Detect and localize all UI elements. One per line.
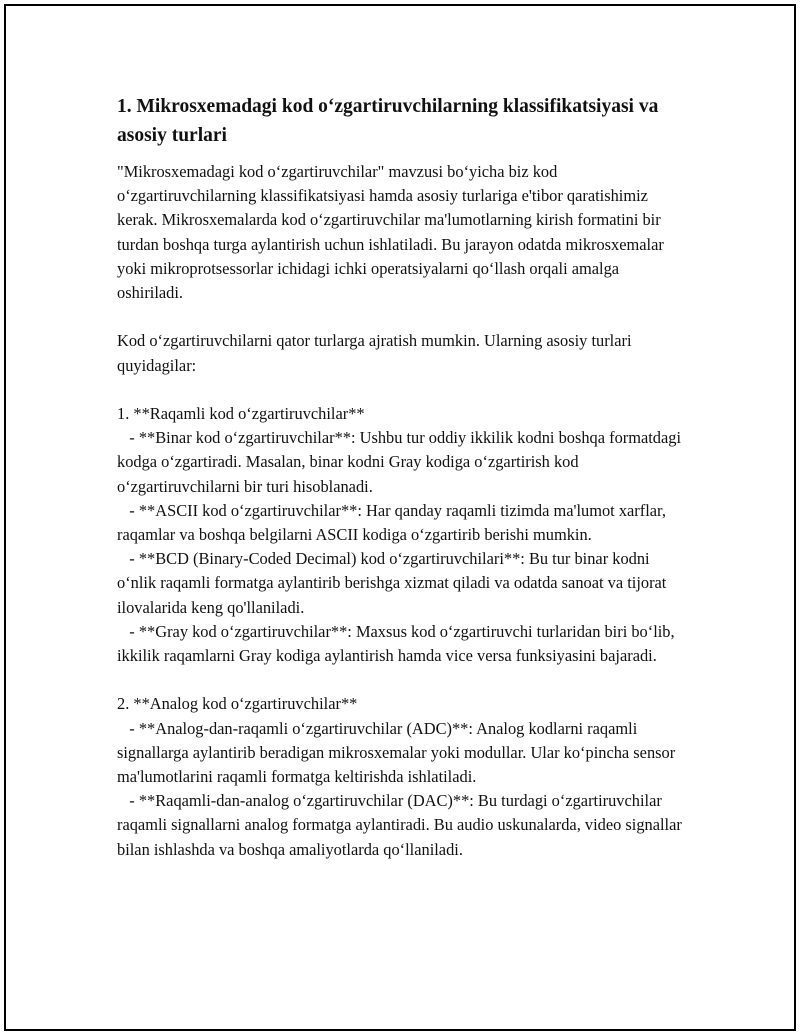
intro-paragraph: "Mikrosxemadagi kod o‘zgartiruvchilar" mavzusi bo‘yicha biz kod o‘zgartiruvchilarning klassifikatsiyasi hamda asosiy turlariga e'tibor qaratishimiz kerak. Mikrosxemalarda kod o‘zgartiruvchilar ma'lumotlarning kirish formatini bir turdan boshqa turga aylantirish uchun ishlatiladi. Bu jarayon odatda mikrosxemalar yoki mikroprotsessorlar ichidagi ichki operatsiyalarni qo‘llash orqali amalga oshiriladi. <box>117 162 668 303</box>
document-content <box>117 92 685 862</box>
digital-converters-list: 1. **Raqamli kod o‘zgartiruvchilar** - **Binar kod o‘zgartiruvchilar**: Ushbu tur oddiy ikkilik kodni boshqa formatdagi kodga o‘zgartiradi. Masalan, binar kodni Gray kodiga o‘zgartirish kod o‘zgartiruvchilarni bir turi hisoblanadi. - **ASCII kod o‘zgartiruvchilar**: Har qanday raqamli tizimda ma'lumot xarflar, raqamlar va boshqa belgilarni ASCII kodiga o‘zgartirib berishi mumkin. - **BCD (Binary-Coded Decimal) kod o‘zgartiruvchilari**: Bu tur binar kodni o‘nlik raqamli formatga aylantirib berishga xizmat qiladi va odatda sanoat va tijorat ilovalarida keng qo'llaniladi. - **Gray kod o‘zgartiruvchilar**: Maxsus kod o‘zgartiruvchi turlaridan biri bo‘lib, ikkilik raqamlarni Gray kodiga aylantirish hamda vice versa funksiyasini bajaradi. <box>117 404 682 666</box>
paragraph-spacer <box>117 305 685 329</box>
section-heading: 1. Mikrosxemadagi kod o‘zgartiruvchilarning klassifikatsiyasi va asosiy turlari <box>117 96 659 146</box>
types-intro-paragraph: Kod o‘zgartiruvchilarni qator turlarga ajratish mumkin. Ularning asosiy turlari quyidagilar: <box>117 331 636 375</box>
analog-converters-list: 2. **Analog kod o‘zgartiruvchilar** - **Analog-dan-raqamli o‘zgartiruvchilar (ADC)**: Analog kodlarni raqamli signallarga aylantirib beradigan mikrosxemalar yoki modullar. Ular ko‘pincha sensor ma'lumotlarini raqamli formatga keltirishda ishlatiladi. - **Raqamli-dan-analog o‘zgartiruvchilar (DAC)**: Bu turdagi o‘zgartiruvchilar raqamli signallarni analog formatga aylantiradi. Bu audio uskunalarda, video signallar bilan ishlashda va boshqa amaliyotlarda qo‘llaniladi. <box>117 694 682 859</box>
paragraph-spacer <box>117 668 685 692</box>
paragraph-spacer <box>117 378 685 402</box>
